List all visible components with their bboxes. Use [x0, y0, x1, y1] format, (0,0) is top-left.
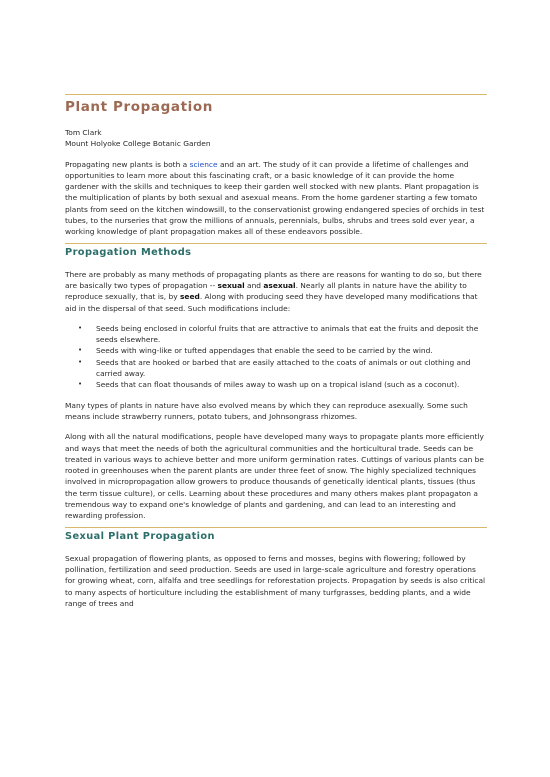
bullet-icon: •	[78, 357, 83, 366]
article-body	[65, 127, 487, 609]
science-link[interactable]: science	[189, 159, 218, 169]
page-title: Plant Propagation	[65, 99, 213, 115]
intro-paragraph: Propagating new plants is both a science and an art. The study of it can provide a lifetime of challenges and opportunities to learn more about this fascinating craft, or a basic knowledge of it can provide the home gardener with the skills and techniques to keep their garden well stocked with new plants. Plant propagation is the multiplication of plants by both sexual and asexual means. From the home gardener starting a few tomato plants from seed on the kitchen windowsill, to the conservationist growing endangered species of orchids in test tubes, to the nurseries that grow the millions of annuals, perennials, bulbs, shrubs and trees sold ever year, a working knowledge of plant propagation makes all of these endeavors possible.	[65, 159, 485, 237]
byline	[65, 127, 487, 150]
list-item: • Seeds being enclosed in colorful fruits that are attractive to animals that eat the fruits and deposit the seeds elsewhere.	[78, 323, 479, 345]
methods-paragraph: There are probably as many methods of propagating plants as there are reasons for wanting to do so, but there are basically two types of propagation -- sexual and asexual. Nearly all plants in nature have the ability to reproduce sexually, that is, by seed. Along with producing seed they have developed many modifications that aid in the dispersal of that seed. Such modifications include:	[65, 269, 482, 313]
bullet-icon: •	[78, 380, 83, 389]
seed-dispersal-list	[65, 323, 487, 391]
section-rule	[65, 243, 487, 244]
bullet-icon: •	[78, 323, 83, 332]
bullet-icon: •	[78, 346, 83, 355]
sexual-propagation-paragraph: Sexual propagation of flowering plants, as opposed to ferns and mosses, begins with flowering; followed by pollination, fertilization and seed production. Seeds are used in large-scale agriculture and forestry operations for growing wheat, corn, alfalfa and tree seedlings for reforestation projects. Propagation by seeds is also critical to many aspects of horticulture including the establishment of many turfgrasses, bedding plants, and a wide range of trees and	[65, 553, 486, 608]
list-item: • Seeds that can float thousands of miles away to wash up on a tropical island (such as a coconut).	[78, 380, 460, 390]
list-item: • Seeds that are hooked or barbed that are easily attached to the coats of animals or out clothing and carried away.	[78, 357, 471, 379]
asexual-paragraph: Many types of plants in nature have also evolved means by which they can reproduce asexually. Some such means include strawberry runners, potato tubers, and Johnsongrass rhizomes.	[65, 400, 468, 421]
section-heading-sexual-propagation: Sexual Plant Propagation	[65, 530, 215, 542]
author-affiliation: Mount Holyoke College Botanic Garden	[65, 139, 211, 149]
author-name: Tom Clark	[65, 128, 102, 137]
title-rule	[65, 94, 487, 95]
modifications-paragraph: Along with all the natural modifications, people have developed many ways to propagate plants more efficiently and ways that meet the needs of both the agricultural communities and the horticultural trade. Seeds can be treated in various ways to achieve better and more uniform germination rates. Cuttings of various plants can be rooted in greenhouses when the parent plants are under three feet of snow. The highly specialized techniques involved in micropropagation allow growers to produce thousands of genetically identical plants, tissues (thus the term tissue culture), or cells. Learning about these procedures and many others makes plant propagaton a tremendous way to expand one's knowledge of plants and gardening, and can lead to an interesting and rewarding profession.	[65, 432, 484, 521]
section-heading-propagation-methods: Propagation Methods	[65, 246, 192, 258]
list-item: • Seeds with wing-like or tufted appendages that enable the seed to be carried by the wind.	[78, 346, 433, 356]
section-rule	[65, 527, 487, 528]
